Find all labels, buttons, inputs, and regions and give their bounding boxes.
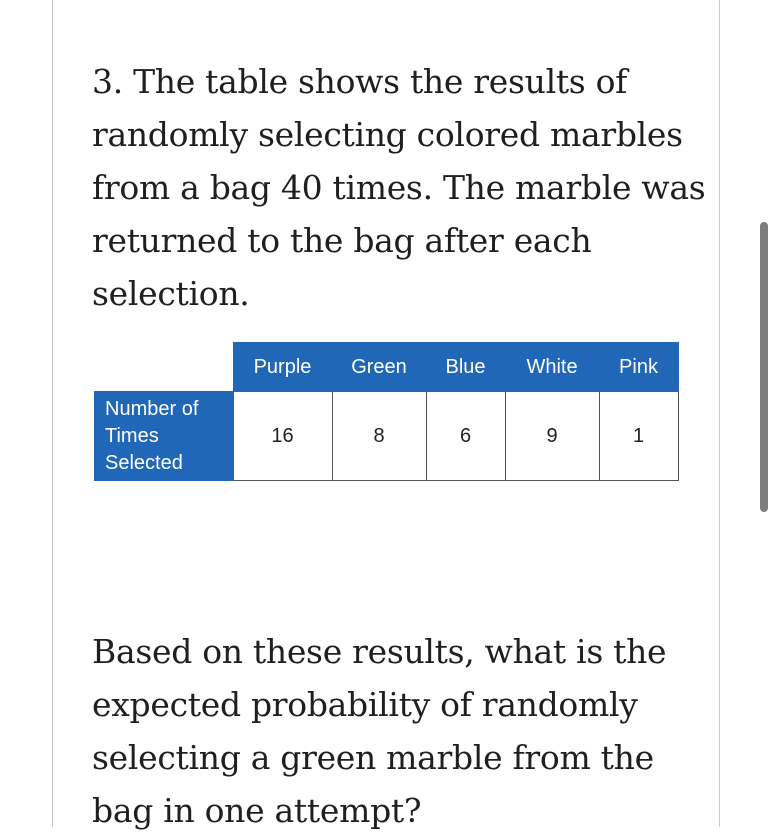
cell-purple: 16 xyxy=(233,392,332,481)
table-corner-cell xyxy=(95,343,234,392)
column-header-green: Green xyxy=(332,343,426,392)
marble-results-table xyxy=(94,342,679,481)
cell-blue: 6 xyxy=(426,392,505,481)
question-prompt: Based on these results, what is the expected probability of randomly selecting a green marble from the bag in one attempt? xyxy=(92,632,667,830)
row-header-line: Selected xyxy=(105,451,183,474)
column-header-purple: Purple xyxy=(233,343,332,392)
table-header-row xyxy=(95,343,679,392)
row-header xyxy=(95,392,234,481)
column-header-pink: Pink xyxy=(599,343,678,392)
cell-pink: 1 xyxy=(599,392,678,481)
cell-green: 8 xyxy=(332,392,426,481)
table-row xyxy=(95,392,679,481)
question-number: 3. xyxy=(92,62,123,101)
question-intro-text: The table shows the results of randomly selecting colored marbles from a bag 40 times. The marble was returned to the bag after each selection. xyxy=(92,62,706,313)
column-header-white: White xyxy=(505,343,599,392)
row-header-line: Times xyxy=(105,424,159,447)
row-header-line: Number of xyxy=(105,397,199,420)
question-intro xyxy=(92,55,712,320)
cell-white: 9 xyxy=(505,392,599,481)
column-header-blue: Blue xyxy=(426,343,505,392)
scrollbar-thumb[interactable] xyxy=(760,222,768,512)
